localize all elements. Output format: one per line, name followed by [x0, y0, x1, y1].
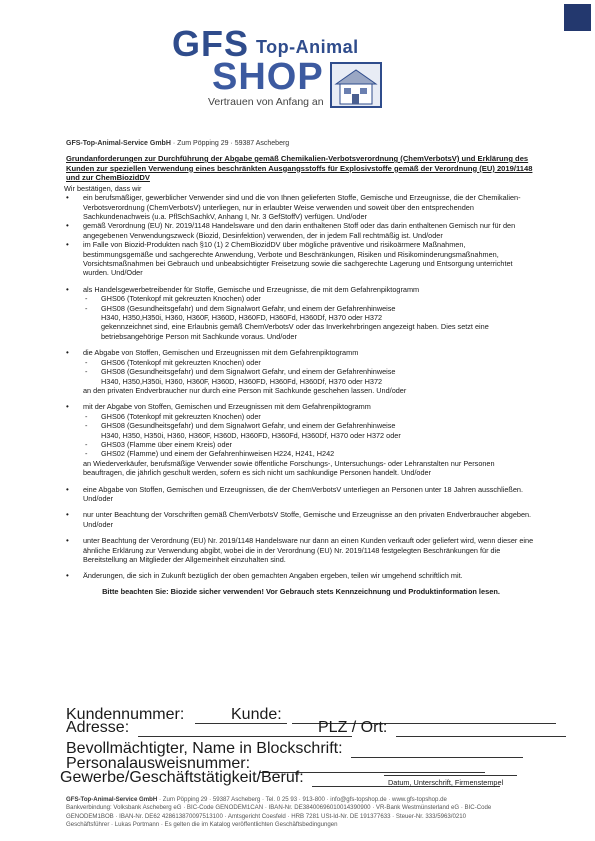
list-item: • unter Beachtung der Verordnung (EU) Nr. 2019/1148 Handelsware nur dann an einen Kunden verkauft oder geliefert wird, wenn dieser eine ähnliche Erklärung zur Verwendung abgibt, wobei die in der Verordnung (EU) Nr. 2019/1148 festgelegten Beschränkungen für die Bereitstellung an Mitglieder der Allgemeinheit einzuhalten sind. — [66, 536, 536, 564]
zip-city-row — [318, 719, 566, 737]
signature-field[interactable] — [384, 775, 517, 776]
footer-line-1: GFS-Top-Animal-Service GmbH · Zum Pöpping 29 · 59387 Ascheberg · Tel. 0 25 93 · 913-800 · info@gfs-topshop.de · www.gfs-topshop.de — [66, 796, 447, 803]
list-item: • eine Abgabe von Stoffen, Gemischen und Erzeugnissen, die der ChemVerbotsV unterliegen an Personen unter 18 Jahren ausschließen. Und/oder — [66, 485, 536, 504]
house-icon — [330, 62, 382, 108]
corner-mark — [564, 4, 591, 31]
representative-label: Bevollmächtigter, Name in Blockschrift: — [66, 740, 343, 757]
list-item: • nur unter Beachtung der Vorschriften gemäß ChemVerbotsV Stoffe, Gemische und Erzeugnisse an den privaten Endverbraucher abgeben. Und/oder — [66, 510, 536, 529]
page-title: Grundanforderungen zur Durchführung der Abgabe gemäß Chemikalien-Verbotsverordnung (ChemVerbotsV) und Erklärung des Kunden zur speziellen Verwendung eines beschränkten Ausgangsstoffs für Explosivstoffe gemäß der Verordnung (EU) 2019/1148 und zur ChemBiozidDV — [66, 154, 533, 183]
logo-gfs: GFS — [172, 23, 250, 64]
id-number-label: Personalausweisnummer: — [66, 755, 251, 772]
company-logo — [172, 23, 392, 110]
zip-city-label: PLZ / Ort: — [318, 719, 388, 736]
declaration-list — [66, 193, 536, 581]
logo-shop: SHOP — [212, 56, 324, 98]
list-item: • gemäß Verordnung (EU) Nr. 2019/1148 Handelsware und den darin enthaltenen Stoff oder das darin enthaltenen Gemisch nur für den angegebenen Verwendungszweck (Biozid, Desinfektion) verwenden, der in jedem Fall rechtmäßig ist. Und/oder — [66, 221, 536, 240]
biocide-notice: Bitte beachten Sie: Biozide sicher verwenden! Vor Gebrauch stets Kennzeichnung und Produktinformation lesen. — [102, 586, 500, 596]
list-item: • im Falle von Biozid-Produkten nach §10 (1) 2 ChemBiozidDV über mögliche präventive und risikoärmere Maßnahmen, bestimmungsgemäße und sachgerechte Anwendung, Verbote und Beschränkungen, Risiken und Risikominderungsmaßnahmen, Vorsichtsmaßnahmen bei Gebrauch und unbeabsichtigter Freisetzung sowie die sachgerechte Lagerung und Entsorgung unterrichtet wurden. Und/Oder — [66, 240, 536, 278]
address-label: Adresse: — [66, 719, 130, 736]
zip-city-field[interactable] — [396, 728, 566, 737]
intro-text: Wir bestätigen, dass wir — [64, 183, 142, 193]
customer-number-label: Kundennummer: — [66, 706, 185, 723]
signature-label: Datum, Unterschrift, Firmenstempel — [388, 778, 504, 787]
list-item: • als Handelsgewerbetreibender für Stoffe, Gemische und Erzeugnisse, die mit dem Gefahrenpiktogramm - GHS06 (Totenkopf mit gekreuzten Knochen) oder - GHS08 (Gesundheitsgefahr) und dem Signalwort Gefahr, und einem der Gefahrenhinweise H340, H350,H350i, H360, H360F, H360D, H360FD, H360Fd, H360Df, H370 oder H372 gekennzeichnet sind, eine Erlaubnis gemäß ChemVerbotsV oder das Inverkehrbringen angezeigt haben. Dies setzt eine betriebsangehörige Person mit Sachkunde voraus. Und/oder — [66, 285, 536, 341]
list-item: • ein berufsmäßiger, gewerblicher Verwender sind und die von Ihnen gelieferten Stoffe, Gemische und Erzeugnisse, die der Chemikalien-Verbotsverordnung (ChemVerbotsV) unterliegen, nur in erlaubter Weise verwenden und soweit über den entsprechenden Sachkundenachweis (u.a. PflSchSachkV, Anhang I, Nr. 3 GefStoffV) verfügen. Und/oder — [66, 193, 536, 221]
logo-top-animal: Top-Animal — [256, 37, 359, 57]
list-item: • die Abgabe von Stoffen, Gemischen und Erzeugnissen mit dem Gefahrenpiktogramm - GHS06 (Totenkopf mit gekreuzten Knochen) oder - GHS08 (Gesundheitsgefahr) und dem Signalwort Gefahr, und einem der Gefahrenhinweise H340, H350,H350i, H360, H360F, H360D, H360FD, H360Fd, H360Df, H370 oder H372 an den privaten Endverbraucher nur durch eine Person mit Sachkunde geschehen lassen. Und/oder — [66, 348, 536, 395]
logo-tagline: Vertrauen von Anfang an — [208, 96, 324, 108]
page-footer — [66, 796, 566, 830]
declaration-body — [66, 154, 536, 596]
occupation-label: Gewerbe/Geschäftstätigkeit/Beruf: — [60, 769, 304, 786]
list-item: • mit der Abgabe von Stoffen, Gemischen und Erzeugnissen mit dem Gefahrenpiktogramm - GHS06 (Totenkopf mit gekreuzten Knochen) oder - GHS08 (Gesundheitsgefahr) und dem Signalwort Gefahr, und einem der Gefahrenhinweise H340, H350, H350i, H360, H360F, H360D, H360FD, H360Fd, H360Df, H370 oder H372 oder - GHS03 (Flamme über einem Kreis) oder - GHS02 (Flamme) und einem der Gefahrenhinweisen H224, H241, H242 an Wiederverkäufer, berufsmäßige Verwender sowie öffentliche Forschungs-, Untersuchungs- oder Lehranstalten nur Personen beauftragen, die jährlich geschult werden, sofern es sich nicht um sachkundige Personen handelt. Und/oder — [66, 402, 536, 477]
list-item: • Änderungen, die sich in Zukunft bezüglich der oben gemachten Angaben ergeben, teilen wir umgehend schriftlich mit. — [66, 571, 536, 580]
customer-name-label: Kunde: — [231, 706, 282, 723]
sender-address: GFS-Top-Animal-Service GmbH · Zum Pöpping 29 · 59387 Ascheberg — [66, 140, 290, 147]
footer-line-3: GENODEM1BOB · IBAN-Nr. DE62 428613870097513100 · Amtsgericht Coesfeld · HRB 7281 USt-Id-Nr. DE 191377633 · Steuer-Nr. 333/5963/0210 — [66, 812, 467, 820]
address-row — [66, 719, 352, 737]
footer-line-2: Bankverbindung: Volksbank Ascheberg eG · BIC-Code GENODEM1CAN · IBAN-Nr. DE38400696010014390900 · VR-Bank Westmünsterland eG · BIC-Code — [66, 804, 492, 812]
footer-line-4: Geschäftsführer · Lukas Portmann · Es gelten die im Katalog veröffentlichten Geschäftsbedingungen — [66, 821, 338, 829]
